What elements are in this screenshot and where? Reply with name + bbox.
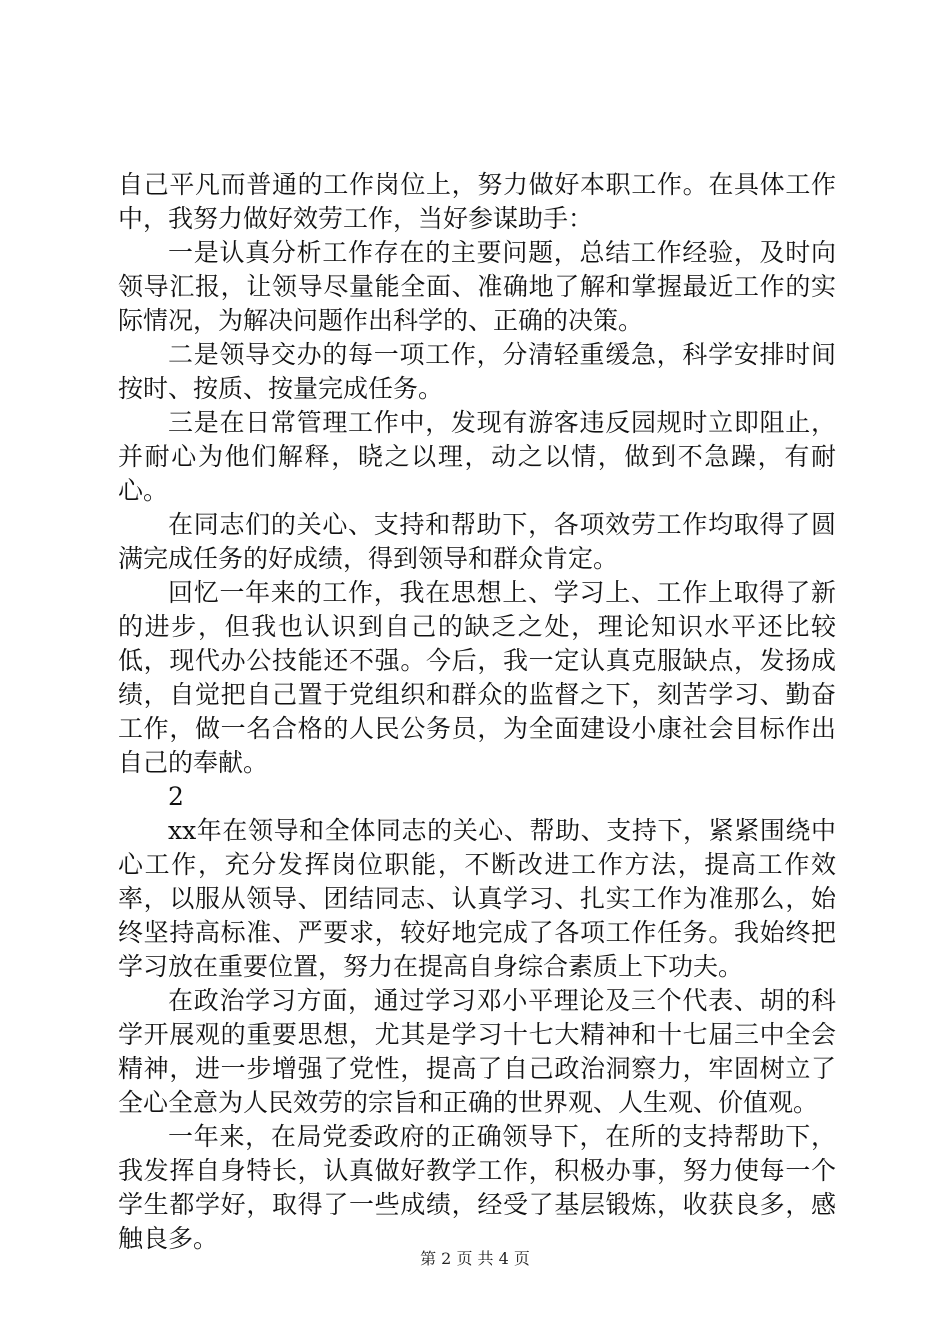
paragraph-item-two: 二是领导交办的每一项工作，分清轻重缓急，科学安排时间按时、按质、按量完成任务。 xyxy=(118,340,836,403)
paragraph-summary: 在同志们的关心、支持和帮助下，各项效劳工作均取得了圆满完成任务的好成绩，得到领导和群众肯定。 xyxy=(118,510,836,573)
section-number: 2 xyxy=(168,782,184,811)
paragraph-year-summary: 一年来，在局党委政府的正确领导下，在所的支持帮助下，我发挥自身特长，认真做好教学工作，积极办事，努力使每一个学生都学好，取得了一些成绩，经受了基层锻炼，收获良多，感触良多。 xyxy=(118,1122,836,1253)
paragraph-political-study: 在政治学习方面，通过学习邓小平理论及三个代表、胡的科学开展观的重要思想，尤其是学习十七大精神和十七届三中全会精神，进一步增强了党性，提高了自己政治洞察力，牢固树立了全心全意为人民效劳的宗旨和正确的世界观、人生观、价值观。 xyxy=(118,986,836,1117)
document-body xyxy=(118,168,836,1256)
paragraph-year-overview: xx年在领导和全体同志的关心、帮助、支持下，紧紧围绕中心工作，充分发挥岗位职能，不断改进工作方法，提高工作效率，以服从领导、团结同志、认真学习、扎实工作为准那么，始终坚持高标准、严要求，较好地完成了各项工作任务。我始终把学习放在重要位置，努力在提高自身综合素质上下功夫。 xyxy=(118,816,836,981)
paragraph-reflection: 回忆一年来的工作，我在思想上、学习上、工作上取得了新的进步，但我也认识到自己的缺乏之处，理论知识水平还比较低，现代办公技能还不强。今后，我一定认真克服缺点，发扬成绩，自觉把自己置于党组织和群众的监督之下，刻苦学习、勤奋工作，做一名合格的人民公务员，为全面建设小康社会目标作出自己的奉献。 xyxy=(118,578,836,777)
paragraph-item-one: 一是认真分析工作存在的主要问题，总结工作经验，及时向领导汇报，让领导尽量能全面、准确地了解和掌握最近工作的实际情况，为解决问题作出科学的、正确的决策。 xyxy=(118,238,836,335)
paragraph-continuation: 自己平凡而普通的工作岗位上，努力做好本职工作。在具体工作中，我努力做好效劳工作，当好参谋助手： xyxy=(118,170,836,233)
page-number-footer: 第 2 页 共 4 页 xyxy=(420,1249,530,1268)
paragraph-item-three: 三是在日常管理工作中，发现有游客违反园规时立即阻止，并耐心为他们解释，晓之以理，动之以情，做到不急躁，有耐心。 xyxy=(118,408,836,505)
